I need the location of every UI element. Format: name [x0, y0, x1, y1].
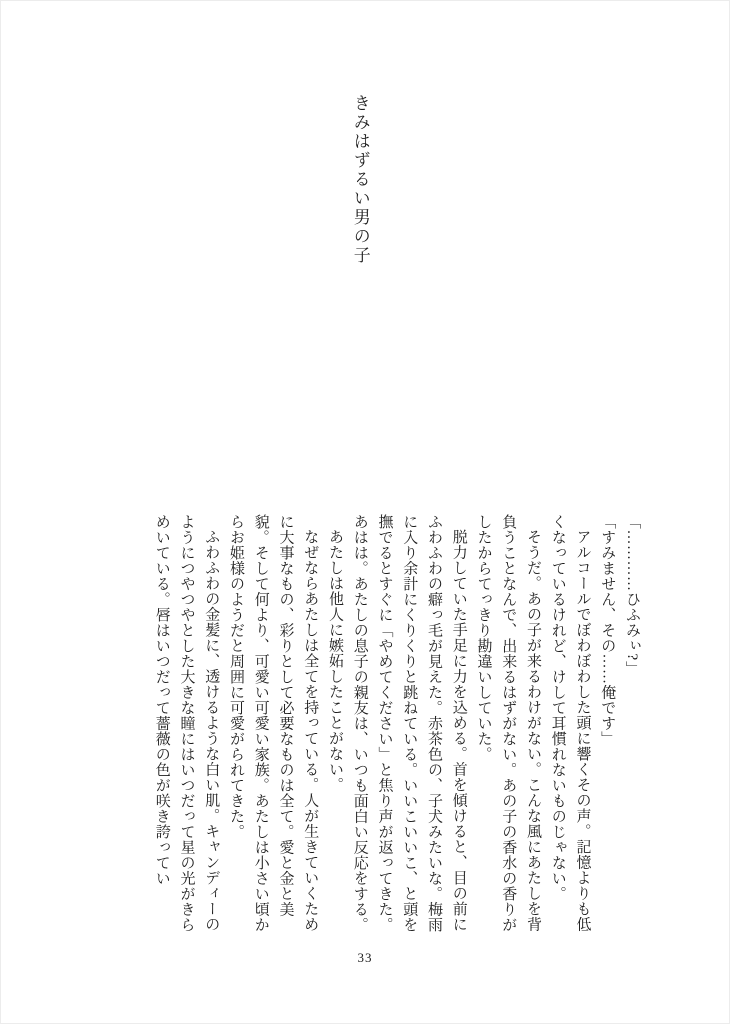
paragraph: ふわふわの金髪に、透けるような白い肌。キャンディーのようにつやつやとした大きな瞳にはいつだって星の光がきらめいている。唇はいつだって薔薇の色が咲き誇ってい [153, 514, 220, 933]
paragraph: あたしは他人に嫉妬したことがない。 [327, 529, 343, 793]
page-number: 33 [357, 950, 373, 965]
page-title: きみはずるい男の子 [350, 94, 370, 265]
paragraph: 「すみません、その……俺です」 [599, 514, 616, 747]
body-text [112, 514, 644, 942]
paragraph: 「…………ひふみぃ?」 [624, 514, 640, 677]
paragraph: 脱力していた手足に力を込める。首を傾けると、目の前にふわふわの癖っ毛が見えた。赤茶色の、子犬みたいな。梅雨に入り余計にくりくりと跳ねている。いいこいいこ、と頭を撫でるとすぐに「やめてください」と焦り声が返ってきた。あはは。あたしの息子の親友は、いつも面白い反応をする。 [351, 514, 467, 933]
paragraph: そうだ。あの子が来るわけがない。こんな風にあたしを背負うことなんで、出来るはずがない。あの子の香水の香りがしたからてっきり勘違いしていた。 [475, 514, 541, 933]
paragraph: なぜならあたしは全てを持っている。人が生きていくために大事なもの、彩りとして必要なものは全て。愛と金と美貌。そして何より、可愛い可愛い家族。あたしは小さい頃からお姫様のようだと周囲に可愛がられてきた。 [228, 514, 319, 933]
paragraph: アルコールでぼわぼわした頭に響くその声。記憶よりも低くなっているけれど、けして耳慣れないものじゃない。 [549, 514, 591, 932]
